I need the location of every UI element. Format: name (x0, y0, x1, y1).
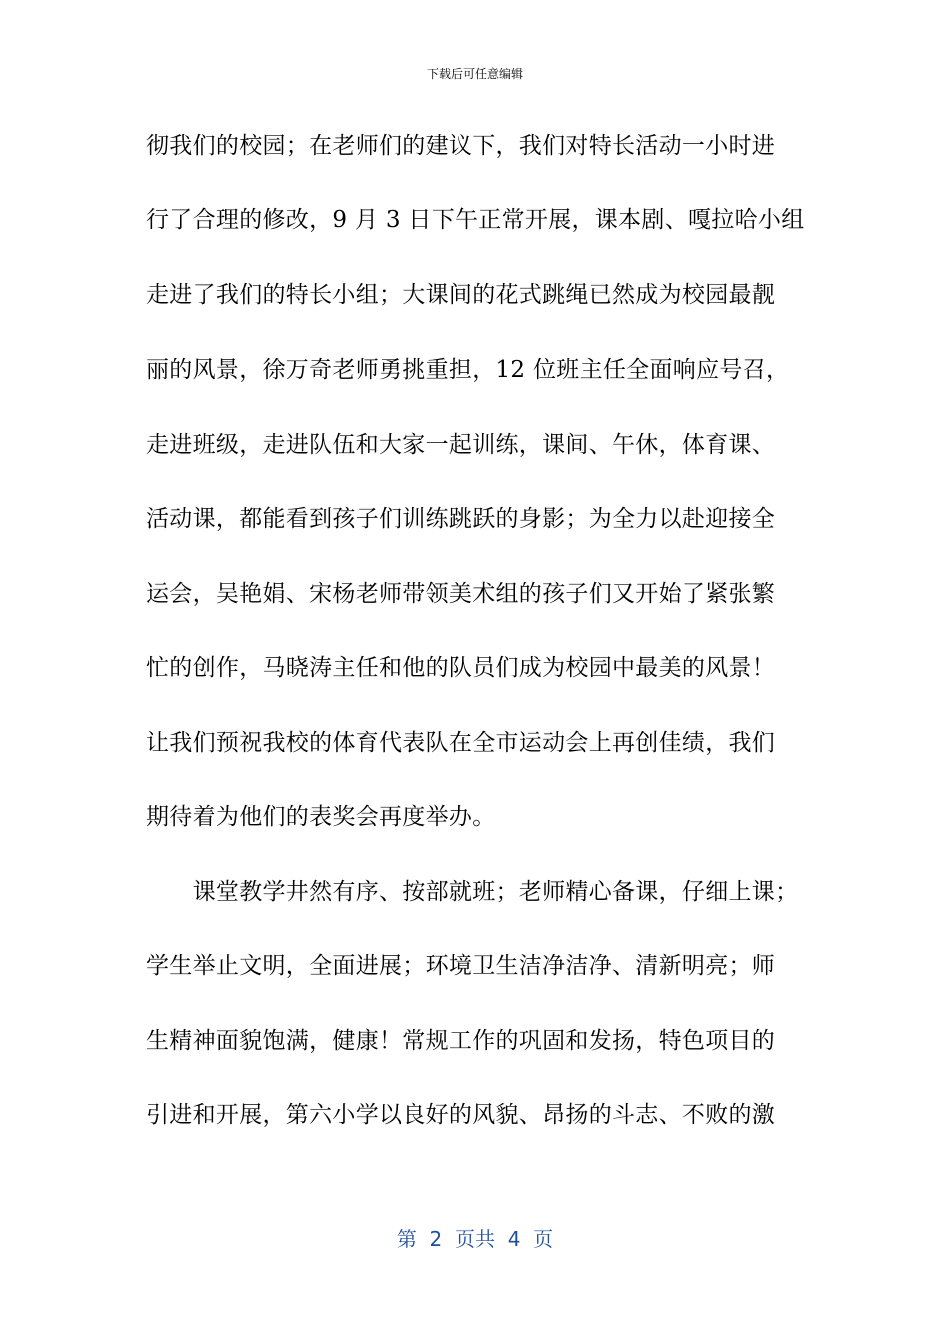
text-line: 行了合理的修改，9 月 3 日下午正常开展，课本剧、嘎拉哈小组 (146, 207, 805, 233)
text-line: 让我们预祝我校的体育代表队在全市运动会上再创佳绩，我们 (146, 730, 776, 756)
page-number-footer: 第 2 页共 4 页 (396, 1227, 554, 1251)
text-line: 丽的风景，徐万奇老师勇挑重担，12 位班主任全面响应号召， (146, 357, 790, 383)
text-line: 忙的创作，马晓涛主任和他的队员们成为校园中最美的风景！ (146, 655, 776, 681)
text-line: 走进了我们的特长小组；大课间的花式跳绳已然成为校园最靓 (146, 282, 776, 308)
text-line: 引进和开展，第六小学以良好的风貌、昂扬的斗志、不败的激 (146, 1102, 776, 1128)
text-line: 彻我们的校园；在老师们的建议下，我们对特长活动一小时进 (146, 133, 776, 159)
page-header-note: 下载后可任意编辑 (426, 67, 523, 81)
text-line: 期待着为他们的表奖会再度举办。 (146, 804, 496, 830)
text-line: 学生举止文明，全面进展；环境卫生洁净洁净、清新明亮；师 (146, 953, 776, 979)
text-line: 课堂教学井然有序、按部就班；老师精心备课，仔细上课； (146, 879, 799, 905)
text-line: 运会，吴艳娟、宋杨老师带领美术组的孩子们又开始了紧张繁 (146, 581, 776, 607)
text-line: 走进班级，走进队伍和大家一起训练，课间、午休，体育课、 (146, 432, 776, 458)
text-line: 活动课，都能看到孩子们训练跳跃的身影；为全力以赴迎接全 (146, 506, 776, 532)
text-line: 生精神面貌饱满，健康！常规工作的巩固和发扬，特色项目的 (146, 1028, 776, 1054)
